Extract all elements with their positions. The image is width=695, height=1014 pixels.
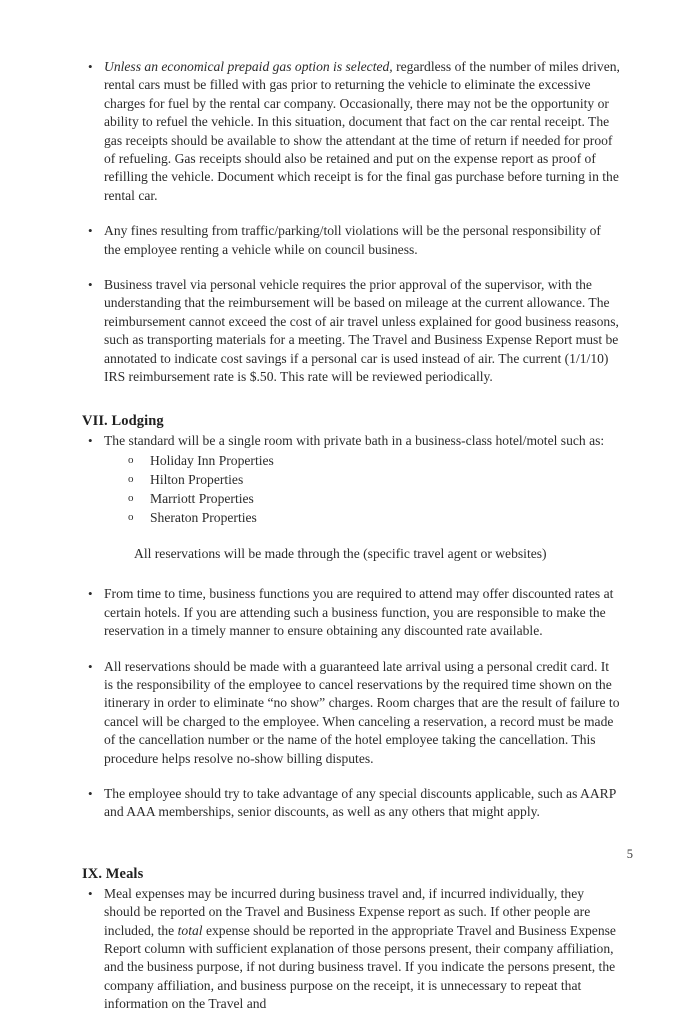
list-item <box>104 470 620 489</box>
section-heading-meals: IX. Meals <box>82 865 144 882</box>
section-gap <box>82 822 620 866</box>
list-item <box>82 585 620 640</box>
circle-marker-icon: o <box>128 453 134 466</box>
lodging-bullet-list <box>82 432 620 822</box>
list-item <box>82 222 620 259</box>
bullet-dot-icon: • <box>88 223 93 239</box>
bullet-dot-icon: • <box>88 885 93 901</box>
meal-expenses-part1: Meal expenses may be incurred during business travel and, if incurred individually, they should be reported on the Travel and Business Expense report as such. If other people are included, the <box>104 885 591 938</box>
page-number: 5 <box>626 847 633 861</box>
hotel-chain-label: Holiday Inn Properties <box>150 452 274 468</box>
guaranteed-arrival-paragraph: All reservations should be made with a guaranteed late arrival using a personal credit card. It is the responsibility of the employee to cancel reservations by the required time shown on the itinerary in order to eliminate “no show” charges. Room charges that are the result of failure to cancel will be charged to the employee. When canceling a reservation, a record must be made of the cancellation number or the name of the hotel employee taking the cancellation. This procedure helps resolve no-show billing disputes. <box>104 658 620 766</box>
reservations-note-paragraph: All reservations will be made through the (specific travel agent or websites) <box>134 545 547 561</box>
list-item <box>82 432 620 564</box>
list-item <box>82 885 620 1014</box>
list-item <box>104 451 620 470</box>
vehicle-bullet-list <box>82 58 620 387</box>
personal-vehicle-paragraph: Business travel via personal vehicle requires the prior approval of the supervisor, with the understanding that the reimbursement will be based on mileage at the current allowance. The reimbursement cannot exceed the cost of air travel unless explained for good business reasons, such as transporting materials for a meeting. The Travel and Business Expense Report must be annotated to indicate cost savings if a personal car is used instead of air. The current (1/1/10) IRS reimbursement rate is $.50. This rate will be reviewed periodically. <box>104 277 619 385</box>
gas-refuel-italic-lead: Unless an economical prepaid gas option is selected, <box>104 59 393 74</box>
bullet-dot-icon: • <box>88 277 93 293</box>
list-item <box>104 489 620 508</box>
list-item <box>82 785 620 822</box>
traffic-fines-paragraph: Any fines resulting from traffic/parking/toll violations will be the personal responsibility of the employee renting a vehicle while on council business. <box>104 223 601 257</box>
bullet-dot-icon: • <box>88 658 93 674</box>
meal-expenses-emphasis: total <box>177 922 203 938</box>
bullet-dot-icon: • <box>88 586 93 602</box>
bullet-dot-icon: • <box>88 785 93 801</box>
discounted-rates-paragraph: From time to time, business functions you are required to attend may offer discounted rates at certain hotels. If you are attending such a business function, you are responsible to make the reservation in a timely manner to ensure obtaining any discounted rate available. <box>104 586 614 639</box>
circle-marker-icon: o <box>128 491 134 504</box>
special-discounts-paragraph: The employee should try to take advantage of any special discounts applicable, such as AARP and AAA memberships, senior discounts, as well as any others that might apply. <box>104 785 616 820</box>
lodging-standard-paragraph: The standard will be a single room with private bath in a business-class hotel/motel such as: <box>104 432 605 448</box>
gas-refuel-body: regardless of the number of miles driven, rental cars must be filled with gas prior to returning the vehicle to eliminate the excessive charges for fuel by the rental car company. Occasionally, there may not be the opportunity or ability to refuel the vehicle. In this situation, document that fact on the car rental receipt. The gas receipts should be available to show the attendant at the time of return if needed for proof of refueling. Gas receipts should also be retained and put on the expense report as proof of refilling the vehicle. Document which receipt is for the final gas purchase before turning in the rental car. <box>104 59 620 203</box>
hotel-chain-label: Marriott Properties <box>150 490 254 506</box>
hotel-chain-list <box>104 451 620 527</box>
list-item <box>104 508 620 527</box>
bullet-dot-icon: • <box>88 59 93 74</box>
hotel-chain-label: Hilton Properties <box>150 471 244 487</box>
section-heading-lodging: VII. Lodging <box>82 412 164 429</box>
list-item <box>82 276 620 386</box>
gas-refuel-paragraph <box>104 58 620 205</box>
list-item <box>82 58 620 205</box>
meals-bullet-list <box>82 885 620 1014</box>
meal-expenses-paragraph <box>104 885 620 1014</box>
circle-marker-icon: o <box>128 510 134 523</box>
page-content <box>82 58 620 1014</box>
circle-marker-icon: o <box>128 472 134 485</box>
list-item <box>82 658 620 768</box>
hotel-chain-label: Sheraton Properties <box>150 509 257 525</box>
bullet-dot-icon: • <box>88 432 93 448</box>
meal-expenses-part2: expense should be reported in the appropriate Travel and Business Expense Report column with sufficient explanation of those persons present, their company affiliation, and the business purpose, if not during business travel. If you indicate the persons present, the company affiliation, and business purpose on the receipt, it is unnecessary to repeat that information on the Travel and <box>104 922 616 1012</box>
section-gap <box>82 387 620 413</box>
